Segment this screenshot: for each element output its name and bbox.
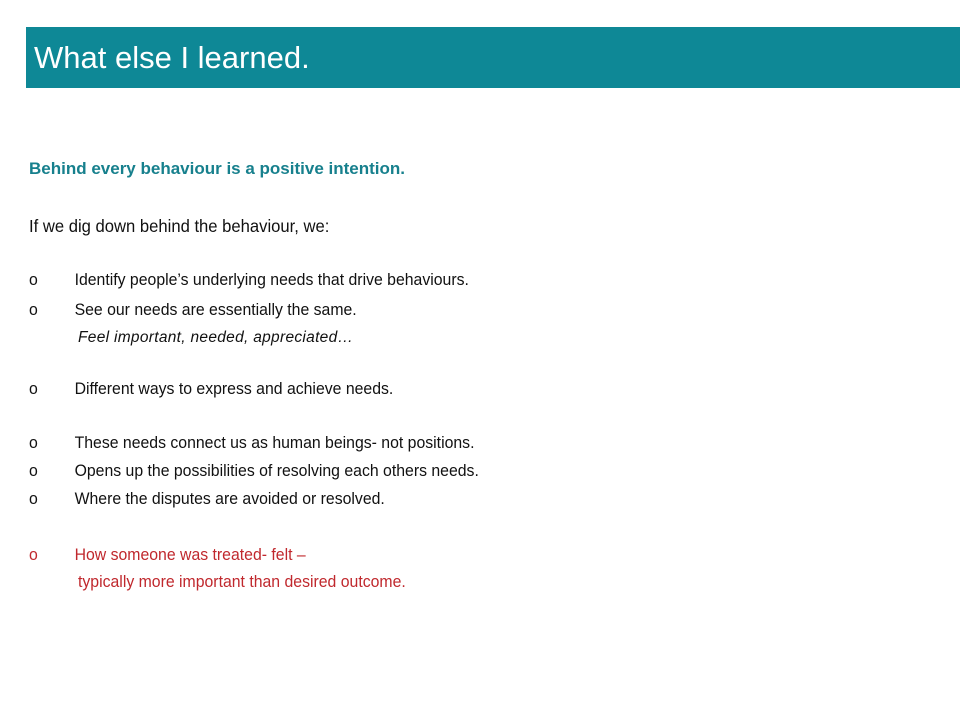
bullet-marker: o [29,545,38,564]
bullet-text: How someone was treated- felt – [74,545,306,564]
bullet-text: Where the disputes are avoided or resolved. [74,489,385,508]
bullet-text: Opens up the possibilities of resolving each others needs. [74,461,479,480]
title-bar [26,27,960,88]
bullet-text: Identify people’s underlying needs that drive behaviours. [74,270,469,289]
bullet-marker: o [29,270,38,289]
slide-heading: Behind every behaviour is a positive intention. [29,159,405,178]
bullet-marker: o [29,433,38,452]
bullet-continuation: typically more important than desired outcome. [78,572,406,591]
bullet-text: These needs connect us as human beings- not positions. [74,433,475,452]
bullet-sub-note: Feel important, needed, appreciated… [78,329,354,346]
bullet-marker: o [29,461,38,480]
bullet-marker: o [29,489,38,508]
bullet-text: Different ways to express and achieve needs. [74,379,394,398]
bullet-text: See our needs are essentially the same. [74,300,357,319]
bullet-marker: o [29,379,38,398]
slide-title: What else I learned. [34,40,310,75]
bullet-marker: o [29,300,38,319]
intro-text: If we dig down behind the behaviour, we: [29,216,330,236]
